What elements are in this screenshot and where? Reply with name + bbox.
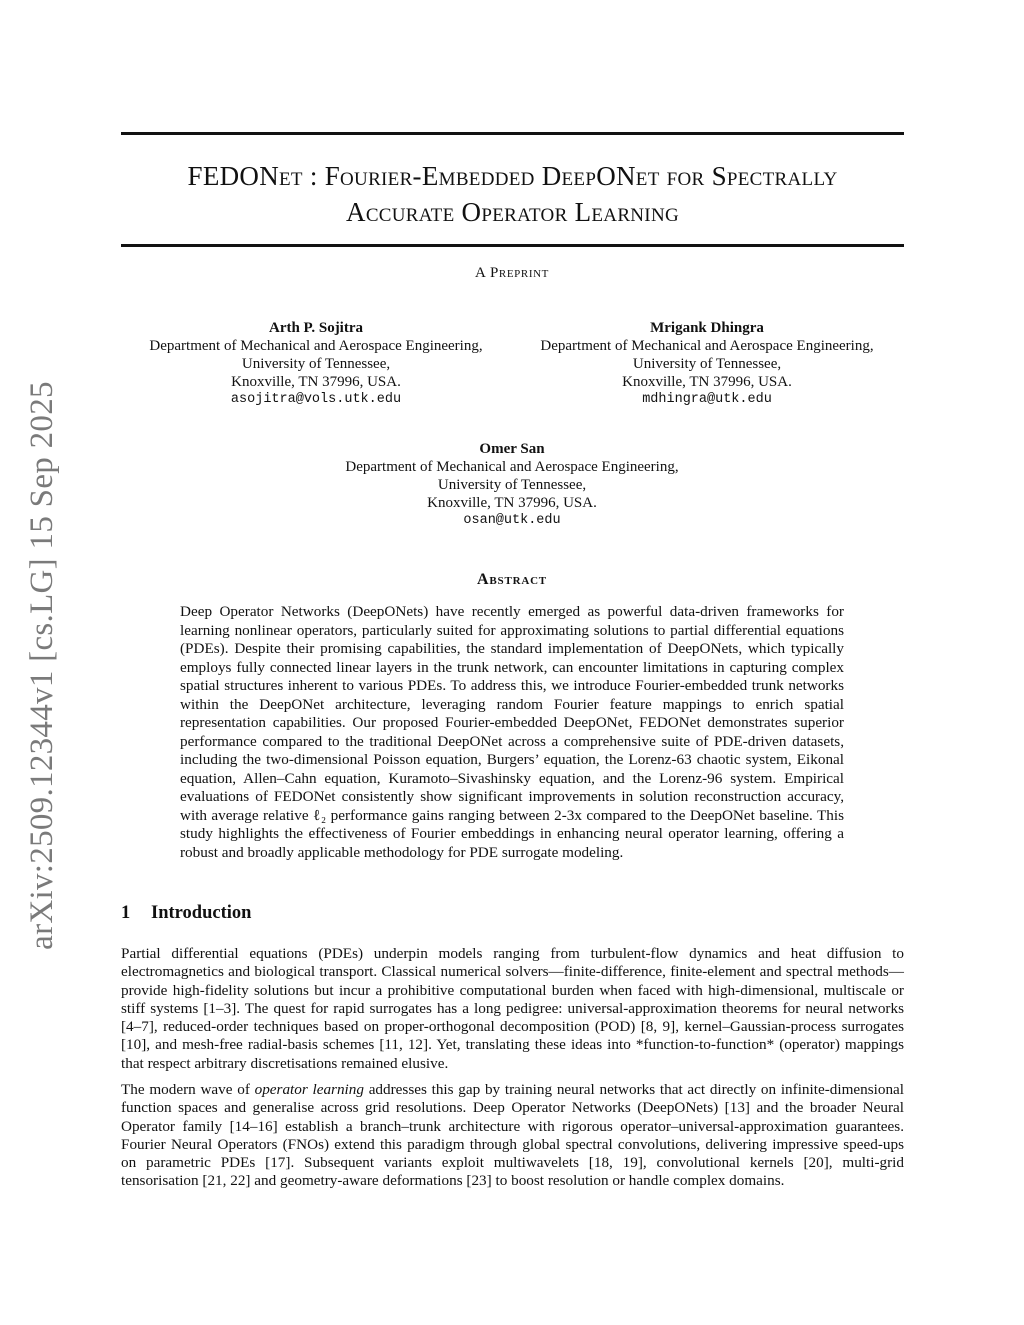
paragraph-text-rest: addresses this gap by training neural networks that act directly on infinite-dimensional function spaces and generalise across grid resolutions. Deep Operator Networks (DeepONets) [13] and the broader Neural Operator family [14–16] establish a branch–trunk architecture with rigorous operator–universal-approximation guarantees. Fourier Neural Operators (FNOs) extend this paradigm through global spectral convolutions, delivering impressive speed-ups on parametric PDEs [17]. Subsequent variants exploit multiwavelets [18, 19], convolutional kernels [20], multi-grid tensorisation [21, 22] and geometry-aware deformations [23] to boost resolution or handle complex domains. xyxy=(121,1081,905,1190)
abstract-heading: Abstract xyxy=(477,571,547,588)
author-name: Arth P. Sojitra xyxy=(268,320,364,336)
arxiv-identifier-stamp xyxy=(8,375,76,955)
title-bottom-rule xyxy=(121,244,904,247)
author-address: Knoxville, TN 37996, USA. xyxy=(622,374,792,390)
author-block-2 xyxy=(516,319,898,409)
author-department: Department of Mechanical and Aerospace Engineering, xyxy=(345,459,679,475)
paragraph-text-start: The modern wave of xyxy=(121,1081,255,1098)
author-name: Omer San xyxy=(479,441,545,457)
title-top-rule xyxy=(121,132,904,135)
section-number: 1 xyxy=(121,903,131,923)
author-email[interactable]: mdhingra@utk.edu xyxy=(642,392,772,407)
author-department: Department of Mechanical and Aerospace Engineering, xyxy=(540,338,874,354)
introduction-paragraph-1: Partial differential equations (PDEs) underpin models ranging from turbulent-flow dynamics and heat diffusion to electromagnetics and biological transport. Classical numerical solvers—finite-difference, finite-element and spectral methods—provide high-fidelity solutions but incur a prohibitive computational burden when faced with high-dimensional, multiscale or stiff systems [1–3]. The quest for rapid surrogates has a long pedigree: universal-approximation theorems for neural networks [4–7], reduced-order techniques based on proper-orthogonal decomposition (POD) [8, 9], kernel–Gaussian-process surrogates [10], and mesh-free radial-basis schemes [11, 12]. Yet, translating these ideas into *function-to-function* (operator) mappings that respect arbitrary discretisations remained elusive. xyxy=(121,945,904,1072)
author-email[interactable]: osan@utk.edu xyxy=(463,513,561,528)
introduction-paragraph-2 xyxy=(121,1081,904,1191)
emphasized-term: operator learning xyxy=(254,1081,364,1098)
section-heading-introduction xyxy=(121,903,251,924)
author-email[interactable]: asojitra@vols.utk.edu xyxy=(230,392,402,407)
author-address: Knoxville, TN 37996, USA. xyxy=(427,495,597,511)
author-block-1 xyxy=(125,319,507,409)
author-university: University of Tennessee, xyxy=(632,356,782,372)
author-block-3 xyxy=(312,440,712,530)
author-university: University of Tennessee, xyxy=(437,477,587,493)
author-name: Mrigank Dhingra xyxy=(650,320,764,336)
section-title-text: Introduction xyxy=(151,903,252,923)
author-university: University of Tennessee, xyxy=(241,356,391,372)
arxiv-identifier-text: arXiv:2509.12344v1 [cs.LG] 15 Sep 2025 xyxy=(23,380,60,950)
preprint-label: A Preprint xyxy=(475,265,549,281)
paper-title xyxy=(121,158,904,230)
paper-title-line-2: Accurate Operator Learning xyxy=(346,197,679,227)
author-department: Department of Mechanical and Aerospace Engineering, xyxy=(149,338,483,354)
abstract-body: Deep Operator Networks (DeepONets) have recently emerged as powerful data-driven frameworks for learning nonlinear operators, particularly suited for approximating solutions to partial differential equations (PDEs). Despite their promising capabilities, the standard implementation of DeepONets, which typically employs fully connected linear layers in the trunk network, can encounter limitations in capturing complex spatial structures inherent to various PDEs. To address this, we introduce Fourier-embedded trunk networks within the DeepONet architecture, leveraging random Fourier feature mappings to enrich spatial representation capabilities. Our proposed Fourier-embedded DeepONet, FEDONet demonstrates superior performance compared to the traditional DeepONet across a comprehensive suite of PDE-driven datasets, including the two-dimensional Poisson equation, Burgers’ equation, the Lorenz-63 chaotic system, Eikonal equation, Allen–Cahn equation, Kuramoto–Sivashinsky equation, and the Lorenz-96 system. Empirical evaluations of FEDONet consistently show significant improvements in solution reconstruction accuracy, with average relative ℓ₂ performance gains ranging between 2-3x compared to the DeepONet baseline. This study highlights the effectiveness of Fourier embeddings in enhancing neural operator learning, offering a robust and broadly applicable methodology for PDE surrogate modeling. xyxy=(180,603,844,861)
author-address: Knoxville, TN 37996, USA. xyxy=(231,374,401,390)
paper-title-line-1: FEDONet : Fourier-Embedded DeepONet for Spectrally xyxy=(187,161,838,191)
